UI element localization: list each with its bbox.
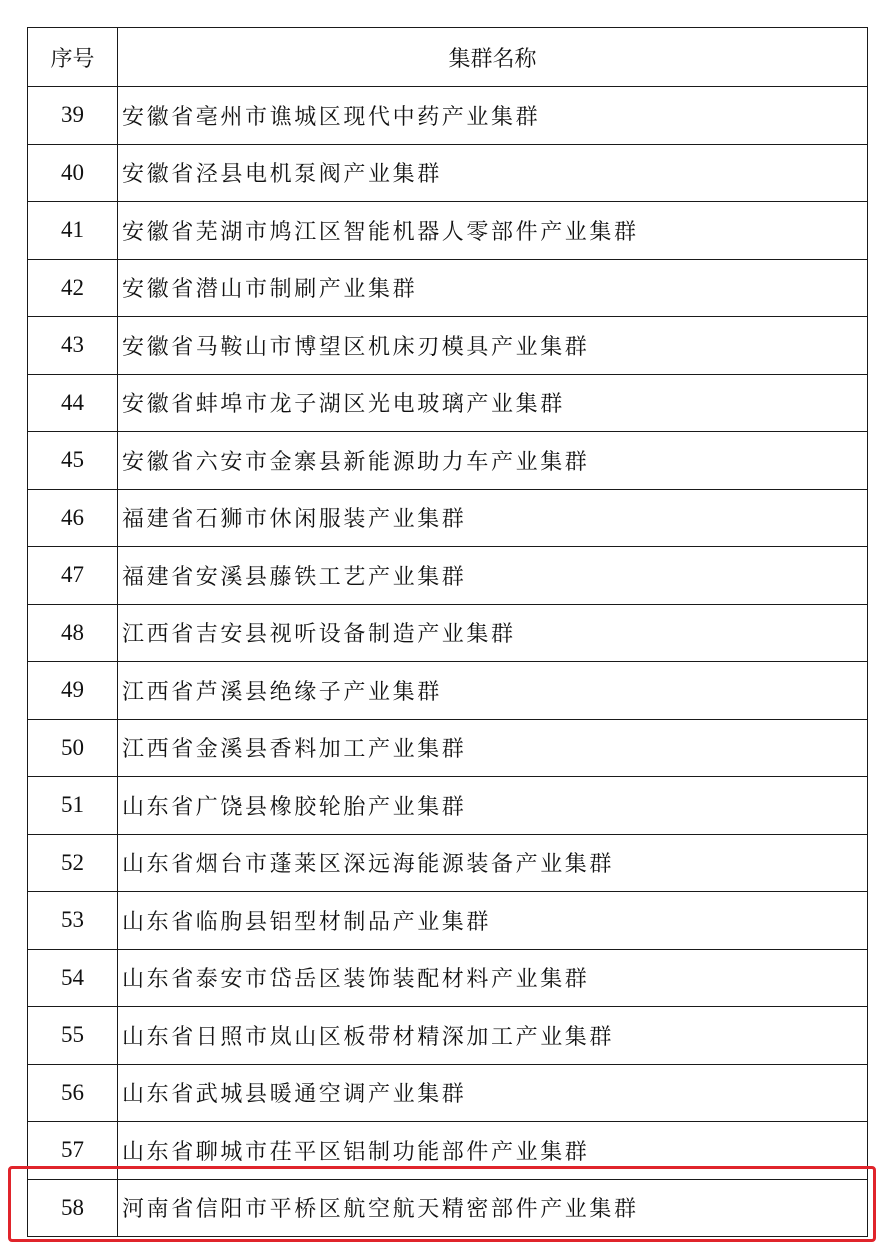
table-row: [28, 489, 868, 547]
table-row: [28, 1122, 868, 1180]
table-row-highlighted: [28, 1179, 868, 1237]
table-row: [28, 317, 868, 375]
row-name: 江西省金溪县香料加工产业集群: [118, 719, 868, 777]
row-number: 50: [28, 719, 118, 777]
table-row: [28, 144, 868, 202]
row-name: 安徽省芜湖市鸠江区智能机器人零部件产业集群: [118, 202, 868, 260]
table-row: [28, 892, 868, 950]
row-name: 安徽省潜山市制刷产业集群: [118, 259, 868, 317]
table-header: [28, 28, 868, 87]
row-number: 42: [28, 259, 118, 317]
table-row: [28, 1007, 868, 1065]
table-row: [28, 777, 868, 835]
row-number: 49: [28, 662, 118, 720]
row-number: 39: [28, 87, 118, 145]
row-number: 46: [28, 489, 118, 547]
header-row: [28, 28, 868, 87]
row-number: 58: [28, 1179, 118, 1237]
row-name: 山东省聊城市茌平区铝制功能部件产业集群: [118, 1122, 868, 1180]
row-name: 山东省泰安市岱岳区装饰装配材料产业集群: [118, 949, 868, 1007]
table-row: [28, 949, 868, 1007]
row-number: 53: [28, 892, 118, 950]
row-name: 安徽省蚌埠市龙子湖区光电玻璃产业集群: [118, 374, 868, 432]
cluster-table: [27, 27, 868, 1237]
row-name: 安徽省马鞍山市博望区机床刃模具产业集群: [118, 317, 868, 375]
table-row: [28, 259, 868, 317]
row-number: 51: [28, 777, 118, 835]
table-row: [28, 374, 868, 432]
row-name: 安徽省六安市金寨县新能源助力车产业集群: [118, 432, 868, 490]
row-name: 福建省石狮市休闲服装产业集群: [118, 489, 868, 547]
row-name: 山东省烟台市蓬莱区深远海能源装备产业集群: [118, 834, 868, 892]
row-number: 45: [28, 432, 118, 490]
row-number: 56: [28, 1064, 118, 1122]
row-number: 44: [28, 374, 118, 432]
table-row: [28, 87, 868, 145]
table-row: [28, 547, 868, 605]
table-row: [28, 719, 868, 777]
row-name: 山东省临朐县铝型材制品产业集群: [118, 892, 868, 950]
table-row: [28, 662, 868, 720]
row-number: 47: [28, 547, 118, 605]
table-body: [28, 87, 868, 1237]
row-name: 福建省安溪县藤铁工艺产业集群: [118, 547, 868, 605]
table-row: [28, 1064, 868, 1122]
row-number: 41: [28, 202, 118, 260]
table-row: [28, 202, 868, 260]
row-name: 安徽省泾县电机泵阀产业集群: [118, 144, 868, 202]
row-name: 安徽省亳州市谯城区现代中药产业集群: [118, 87, 868, 145]
row-number: 48: [28, 604, 118, 662]
row-number: 43: [28, 317, 118, 375]
table-row: [28, 432, 868, 490]
table-row: [28, 834, 868, 892]
row-number: 52: [28, 834, 118, 892]
header-name: 集群名称: [118, 28, 868, 87]
row-name: 山东省广饶县橡胶轮胎产业集群: [118, 777, 868, 835]
row-number: 55: [28, 1007, 118, 1065]
row-number: 40: [28, 144, 118, 202]
row-name: 江西省吉安县视听设备制造产业集群: [118, 604, 868, 662]
row-name: 山东省日照市岚山区板带材精深加工产业集群: [118, 1007, 868, 1065]
row-number: 57: [28, 1122, 118, 1180]
row-name: 河南省信阳市平桥区航空航天精密部件产业集群: [118, 1179, 868, 1237]
table-row: [28, 604, 868, 662]
header-number: 序号: [28, 28, 118, 87]
row-name: 山东省武城县暖通空调产业集群: [118, 1064, 868, 1122]
row-name: 江西省芦溪县绝缘子产业集群: [118, 662, 868, 720]
row-number: 54: [28, 949, 118, 1007]
